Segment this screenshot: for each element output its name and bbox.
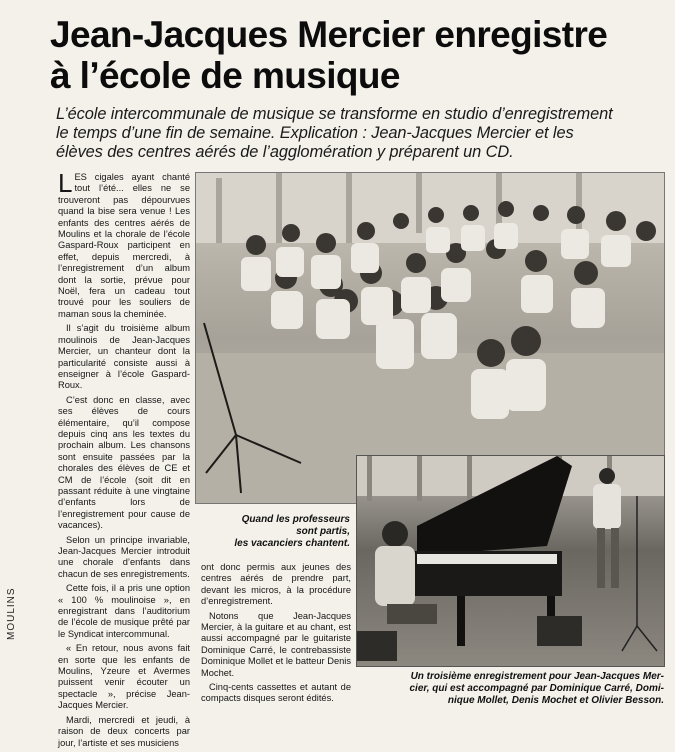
photo-1-caption-line-2: sont partis, <box>296 526 350 537</box>
paragraph-2: Il s’agit du troisième album moulinois de Jean-Jacques Mercier, un chanteur dont la particularité consiste aussi à enseigner à l’école Gaspard-Roux. <box>58 323 190 391</box>
article-column-1 <box>58 168 190 752</box>
paragraph-5: Cette fois, il a pris une option « 100 % moulinoise », en enregistrant dans l’auditorium de l’école de musique prêté par le Syndicat intercommunal. <box>58 583 190 639</box>
photo-2-caption-line-1: Un troisième enregistrement pour Jean-Jacques Mer- <box>410 671 664 682</box>
paragraph-7: Mardi, mercredi et jeudi, à raison de deux concerts par jour, l’artiste et ses musiciens <box>58 714 190 748</box>
col2-paragraph-3: Cinq-cents cassettes et autant de compacts disques seront édités. <box>201 682 351 704</box>
paragraph-6: « En retour, nous avons fait en sorte que les enfants de Moulins, Yzeure et Avermes puissent venir écouter un spectacle », précise Jean-Jacques Mercier. <box>58 643 190 711</box>
lede-line-2: le temps d’une fin de semaine. Explication : Jean-Jacques Mercier et les <box>56 124 574 142</box>
article-column-2 <box>201 562 351 708</box>
paragraph-1 <box>58 168 190 320</box>
col2-paragraph-1: ont donc permis aux jeunes des centres aérés de prendre part, devant les micros, à la procédure d’enregistrement. <box>201 562 351 607</box>
photo-2-caption-line-2: cier, qui est accompagné par Dominique Carré, Domi- <box>409 683 664 694</box>
lede <box>56 105 668 162</box>
lede-line-3: élèves des centres aérés de l’agglomération y préparent un CD. <box>56 143 514 161</box>
photo-1-caption-line-1: Quand les professeurs <box>241 514 350 525</box>
dateline-moulins: MOULINS <box>6 587 17 640</box>
paragraph-4: Selon un principe invariable, Jean-Jacques Mercier introduit une chorale d’enfants dans chacun de ses enregistrements. <box>58 534 190 579</box>
photo-recording-session <box>356 455 665 667</box>
headline-line-1: Jean-Jacques Mercier enregistre <box>50 14 608 55</box>
paragraph-1-text: ES cigales ayant chanté tout l’été... elles ne se trouveront pas dépourvues quand la bise sera venue ! Les enfants des centres aérés de Moulins et la chorale de l’école Gaspard-Roux participent en effet, depuis mercredi, à l’enregistrement d’un album dont la sortie, prévue pour Noël, fera un cadeau tout trouvé pour les souliers de maman sous la cheminée. <box>58 172 190 319</box>
photo-2-caption-line-3: nique Mollet, Denis Mochet et Olivier Besson. <box>447 695 664 706</box>
headline <box>50 14 670 96</box>
photo-1-caption <box>200 514 350 550</box>
photo-2-caption <box>358 671 664 707</box>
paragraph-3: C’est donc en classe, avec ses élèves de cours élémentaire, qu’il compose depuis cinq ans les textes du prochain album. Les chansons sont ensuite passées par la chorales des élèves de CE et CM de l’école (soit dit en passant réduite à une vingtaine d’enfants lors de l’enregistrement pour cause de vacances). <box>58 394 190 531</box>
headline-line-2: à l’école de musique <box>50 55 400 96</box>
photo-children-illustration <box>196 173 664 503</box>
drop-cap: L <box>58 168 73 198</box>
photo-recording-illustration <box>357 456 664 666</box>
col2-paragraph-2: Notons que Jean-Jacques Mercier, à la guitare et au chant, est aussi accompagné par le guitariste Dominique Carré, le contrebassiste Dominique Mollet et le batteur Denis Mochet. <box>201 610 351 678</box>
lede-line-1: L’école intercommunale de musique se transforme en studio d’enregistrement <box>56 105 613 123</box>
photo-1-caption-line-3: les vacanciers chantent. <box>234 538 350 549</box>
